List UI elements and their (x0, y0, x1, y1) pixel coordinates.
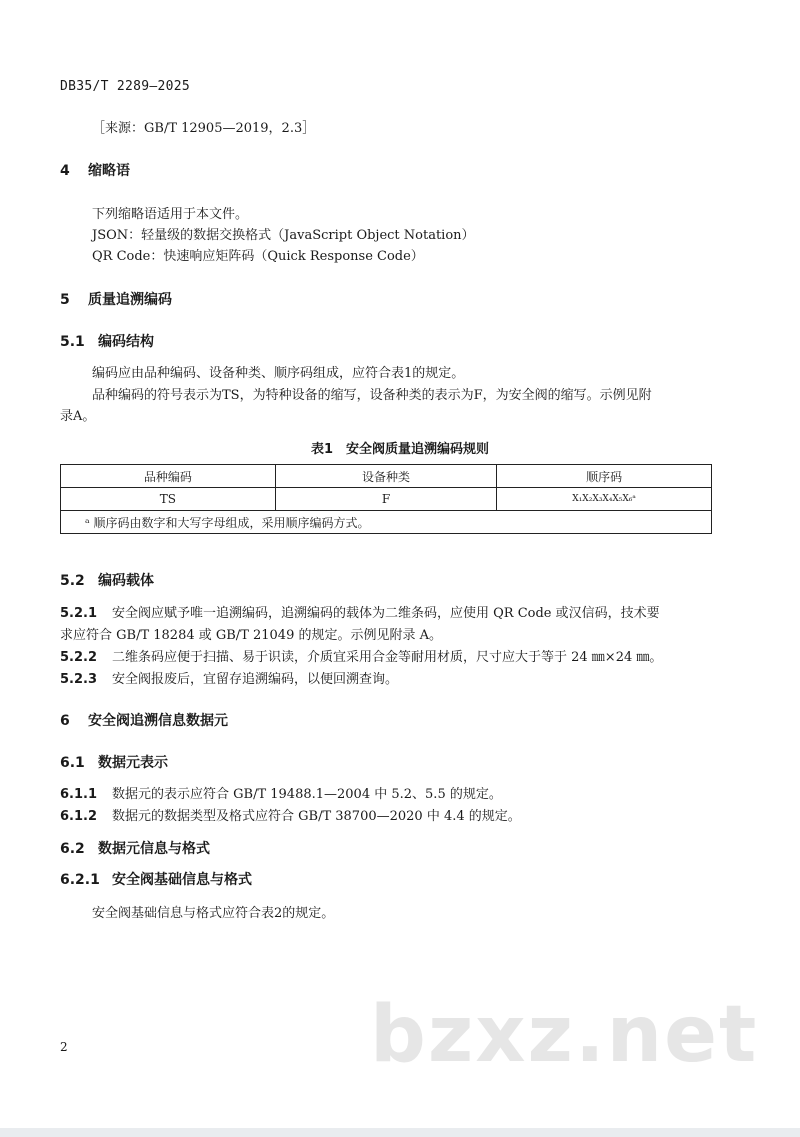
table-1 (60, 464, 712, 534)
clause-number: 6.1.1 (60, 787, 98, 802)
table-header-cell: 顺序码 (497, 465, 712, 488)
section-title: 安全阀基础信息与格式 (112, 872, 252, 888)
section-number: 6.2.1 (60, 872, 100, 888)
viewer-bottom-edge (0, 1128, 800, 1137)
s51-paragraph-2: 品种编码的符号表示为TS，为特种设备的缩写，设备种类的表示为F，为安全阀的缩写。示例见附 (92, 388, 652, 403)
s51-paragraph-1: 编码应由品种编码、设备种类、顺序码组成，应符合表1的规定。 (92, 366, 465, 381)
section-title: 数据元表示 (98, 755, 168, 771)
clause-6-1-2 (60, 805, 521, 824)
table-header-cell: 品种编码 (61, 465, 276, 488)
table-row (61, 488, 712, 511)
clause-text: 二维条码应便于扫描、易于识读，介质宜采用合金等耐用材质，尺寸应大于等于 24 ㎜×24 ㎜。 (112, 650, 663, 665)
clause-number: 5.2.1 (60, 606, 98, 621)
clause-text: 安全阀应赋予唯一追溯编码，追溯编码的载体为二维条码，应使用 QR Code 或汉信码，技术要 (112, 606, 660, 621)
section-title: 数据元信息与格式 (98, 841, 210, 857)
table-header-cell: 设备种类 (275, 465, 496, 488)
section-number: 5.2 (60, 573, 85, 589)
section-number: 5 (60, 292, 70, 308)
table-footnote: ᵃ 顺序码由数字和大写字母组成，采用顺序编码方式。 (61, 511, 712, 534)
section-5-heading (60, 289, 172, 309)
document-code-header: DB35/T 2289—2025 (60, 79, 191, 94)
section-5-1-heading (60, 331, 154, 351)
s621-paragraph: 安全阀基础信息与格式应符合表2的规定。 (92, 906, 335, 921)
section-title: 编码结构 (98, 334, 154, 350)
abbreviation-qr-code: QR Code：快速响应矩阵码（Quick Response Code） (92, 249, 424, 264)
abbreviation-json: JSON：轻量级的数据交换格式（JavaScript Object Notation） (92, 228, 475, 243)
section-6-1-heading (60, 752, 168, 772)
clause-5-2-3 (60, 668, 398, 687)
section-number: 5.1 (60, 334, 85, 350)
table-cell: X₁X₂X₃X₄X₅X₆ᵃ (497, 488, 712, 511)
section-title: 缩略语 (88, 163, 130, 179)
section-title: 编码载体 (98, 573, 154, 589)
table-cell: TS (61, 488, 276, 511)
section-title: 安全阀追溯信息数据元 (88, 713, 228, 729)
clause-text: 数据元的表示应符合 GB/T 19488.1—2004 中 5.2、5.5 的规定。 (112, 787, 502, 802)
clause-5-2-1-cont: 求应符合 GB/T 18284 或 GB/T 21049 的规定。示例见附录 A。 (60, 628, 443, 643)
section-5-2-heading (60, 570, 154, 590)
table-1-caption: 表1 安全阀质量追溯编码规则 (310, 442, 490, 457)
section-title: 质量追溯编码 (88, 292, 172, 308)
s51-paragraph-2-cont: 录A。 (60, 409, 96, 424)
source-note: ［来源：GB/T 12905—2019，2.3］ (92, 121, 316, 136)
section-6-2-heading (60, 838, 210, 858)
clause-5-2-2 (60, 646, 662, 665)
page-number: 2 (60, 1040, 68, 1054)
s4-intro: 下列缩略语适用于本文件。 (92, 207, 249, 222)
section-number: 4 (60, 163, 70, 179)
clause-5-2-1 (60, 602, 660, 621)
clause-number: 5.2.3 (60, 672, 98, 687)
section-6-2-1-heading (60, 869, 252, 889)
clause-text: 安全阀报废后，宜留存追溯编码，以便回溯查询。 (112, 672, 399, 687)
section-6-heading (60, 710, 228, 730)
clause-text: 数据元的数据类型及格式应符合 GB/T 38700—2020 中 4.4 的规定。 (112, 809, 521, 824)
section-number: 6 (60, 713, 70, 729)
clause-6-1-1 (60, 783, 502, 802)
section-number: 6.1 (60, 755, 85, 771)
section-number: 6.2 (60, 841, 85, 857)
table-cell: F (275, 488, 496, 511)
clause-number: 5.2.2 (60, 650, 98, 665)
section-4-heading (60, 160, 130, 180)
clause-number: 6.1.2 (60, 809, 98, 824)
table-header-row (61, 465, 712, 488)
table-note-row (61, 511, 712, 534)
watermark-logo: bzxz.net (370, 990, 759, 1080)
